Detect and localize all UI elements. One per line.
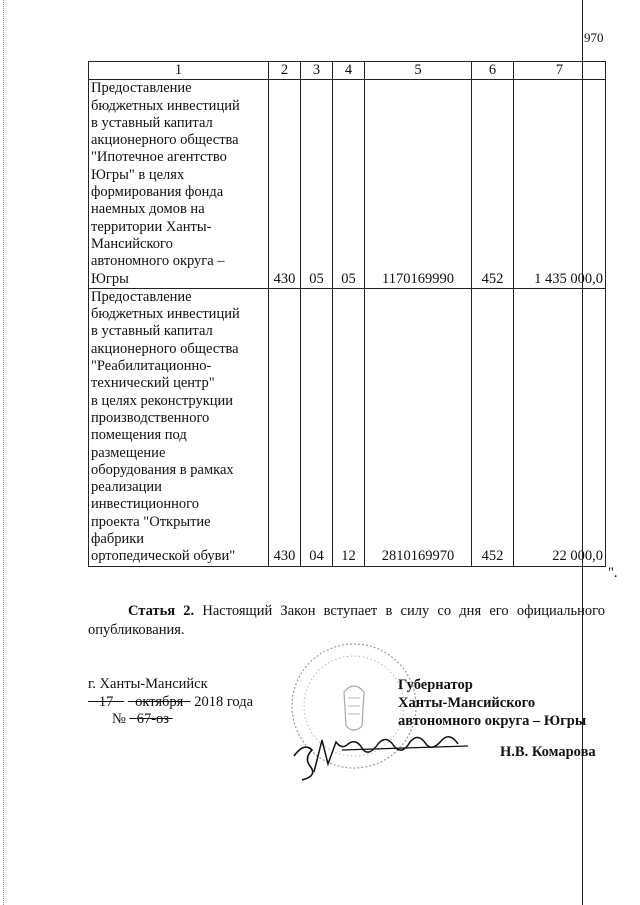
row-cell: 1170169990 [365, 80, 472, 289]
row-name: Предоставление бюджетных инвестиций в уставный капитал акционерного общества "Реабилитационно- технический центр" в целях реконструкции производственного помещения под размещение оборудования в рамках реализации инвестиционного проекта "Открытие фабрики ортопедической обуви" [91, 288, 240, 565]
table-row [89, 80, 606, 289]
governor-title-line: Ханты-Мансийского [398, 695, 536, 711]
governor-title-line: автономного округа – Югры [398, 713, 587, 729]
row-name-cell [89, 288, 269, 566]
article-paragraph [88, 602, 605, 640]
governor-name: Н.В. Комарова [500, 744, 596, 760]
left-margin-dots [3, 0, 4, 905]
row-cell: 452 [472, 288, 514, 566]
header-cell: 4 [333, 62, 365, 80]
closing-quote-mark: ". [608, 565, 618, 581]
header-cell: 3 [301, 62, 333, 80]
article-label: Статья 2. [128, 603, 195, 619]
budget-table [88, 61, 606, 567]
date-day: 17 [98, 694, 114, 710]
row-name-cell [89, 80, 269, 289]
row-name: Предоставление бюджетных инвестиций в уставный капитал акционерного общества "Ипотечное агентство Югры" в целях формирования фонда наемных домов на территории Ханты- Мансийского автономного округа – Югры [91, 80, 240, 287]
header-cell: 6 [472, 62, 514, 80]
row-cell: 452 [472, 80, 514, 289]
table-row [89, 288, 606, 566]
row-cell: 2810169970 [365, 288, 472, 566]
date-line [88, 694, 253, 711]
date-year: 2018 года [194, 694, 254, 710]
row-amount-cell: 22 000,0 [514, 288, 606, 566]
header-cell: 5 [365, 62, 472, 80]
number-sign: № [112, 711, 126, 727]
article-text: Настоящий Закон вступает в силу со дня его официального опубликования. [88, 603, 605, 638]
date-month: октября [135, 694, 184, 710]
row-cell: 430 [269, 80, 301, 289]
page-number: 970 [584, 30, 604, 45]
header-cell: 7 [514, 62, 606, 80]
law-number-line [112, 711, 173, 728]
law-number: 67-оз [136, 711, 170, 727]
header-cell: 2 [269, 62, 301, 80]
article-2 [88, 602, 605, 640]
row-cell: 12 [333, 288, 365, 566]
row-cell: 04 [301, 288, 333, 566]
header-cell: 1 [89, 62, 269, 80]
row-cell: 05 [301, 80, 333, 289]
row-cell: 430 [269, 288, 301, 566]
table-header-row [89, 62, 606, 80]
row-cell: 05 [333, 80, 365, 289]
row-amount-cell: 1 435 000,0 [514, 80, 606, 289]
handwritten-signature-icon [282, 720, 472, 786]
governor-title-line: Губернатор [398, 677, 473, 693]
city: г. Ханты-Мансийск [88, 676, 208, 692]
